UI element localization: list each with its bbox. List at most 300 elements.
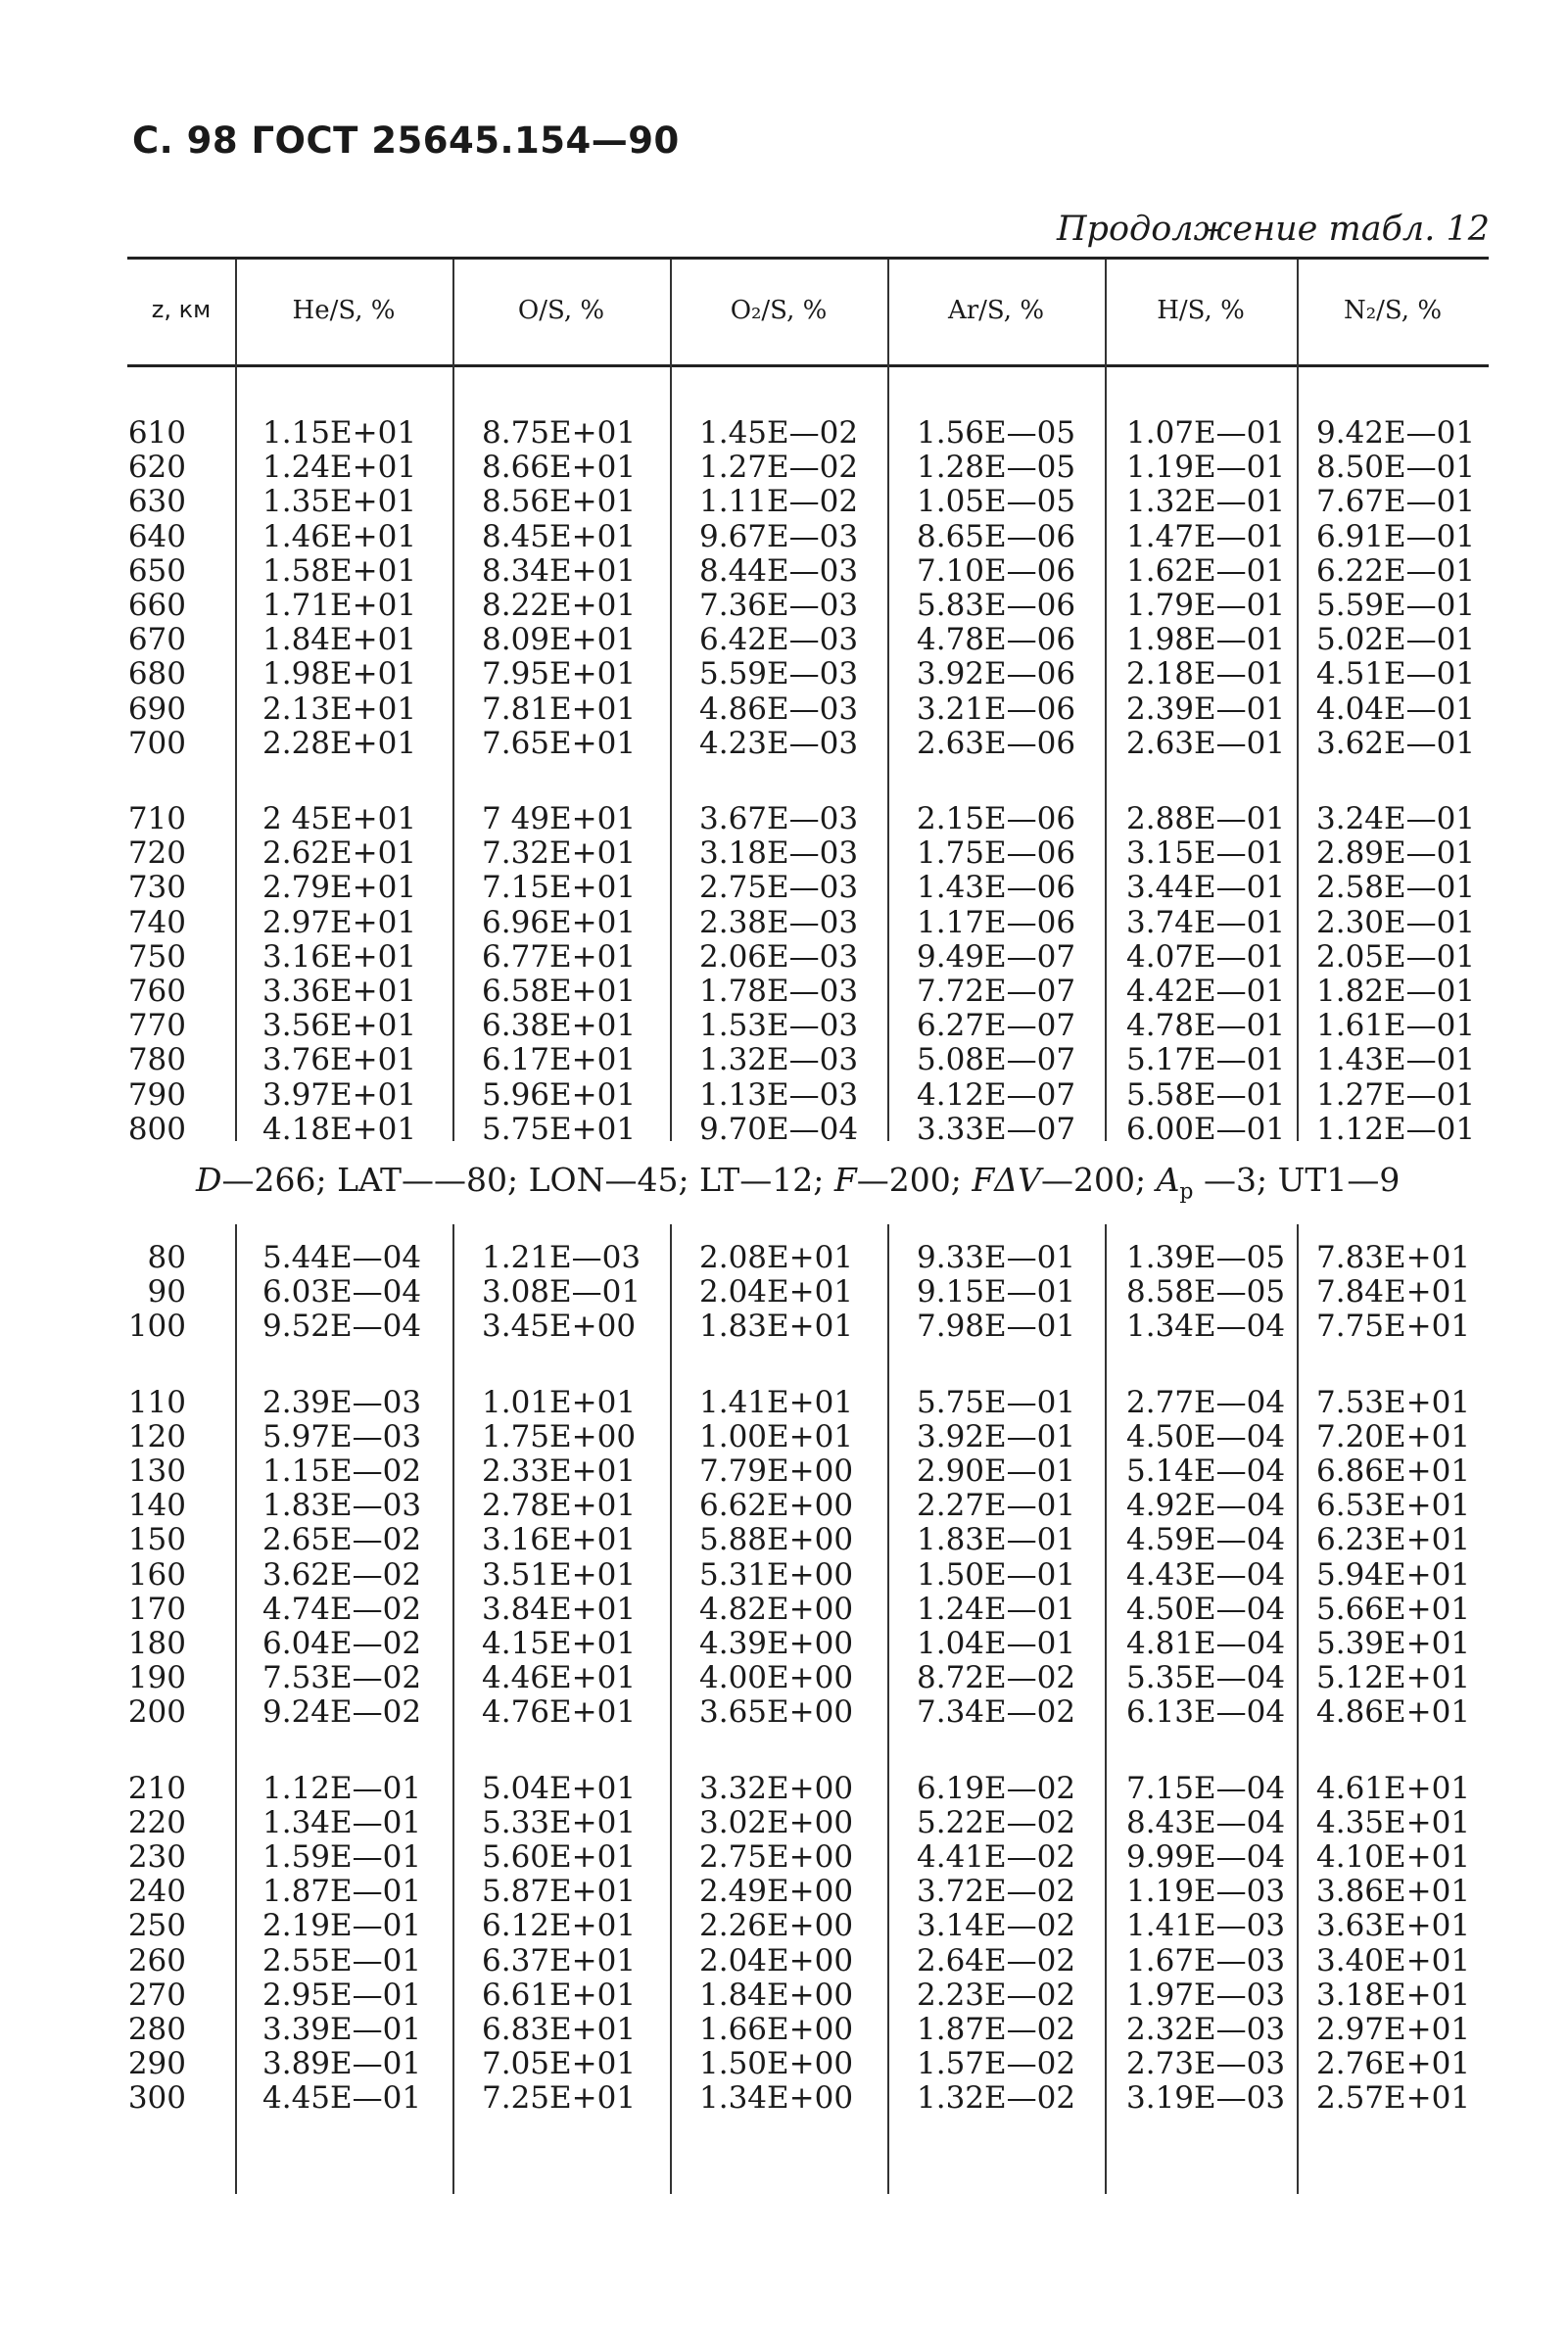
table-row bbox=[0, 1385, 1568, 1419]
value-cell: 9.24E—02 bbox=[262, 1694, 422, 1731]
value-cell: 8.45E+01 bbox=[482, 518, 637, 554]
value-cell: 2.75E+00 bbox=[699, 1839, 854, 1875]
value-cell: 3.16E+01 bbox=[482, 1522, 637, 1558]
altitude-cell: 710 bbox=[127, 801, 186, 836]
param-d-symbol: D bbox=[196, 1161, 222, 1199]
value-cell: 4.86E—03 bbox=[699, 691, 859, 727]
table-row bbox=[0, 1557, 1568, 1592]
column-header-o2: O₂/S, % bbox=[730, 296, 828, 325]
table-row bbox=[0, 2012, 1568, 2046]
value-cell: 5.96E+01 bbox=[482, 1076, 637, 1113]
value-cell: 4.42E—01 bbox=[1126, 974, 1286, 1009]
value-cell: 6.38E+01 bbox=[482, 1008, 637, 1044]
value-cell: 2.32E—03 bbox=[1126, 2012, 1286, 2047]
altitude-cell: 250 bbox=[127, 1908, 186, 1944]
value-cell: 5.04E+01 bbox=[482, 1770, 637, 1806]
value-cell: 3.33E—07 bbox=[917, 1111, 1076, 1147]
value-cell: 5.33E+01 bbox=[482, 1804, 637, 1840]
table-row bbox=[0, 1943, 1568, 1978]
value-cell: 7.81E+01 bbox=[482, 691, 637, 727]
value-cell: 5.12E+01 bbox=[1316, 1660, 1471, 1696]
value-cell: 6.96E+01 bbox=[482, 904, 637, 940]
value-cell: 1.19E—03 bbox=[1126, 1874, 1286, 1910]
value-cell: 1.79E—01 bbox=[1126, 588, 1286, 623]
value-cell: 2.88E—01 bbox=[1126, 801, 1286, 836]
value-cell: 1.17E—06 bbox=[917, 904, 1076, 940]
table-row bbox=[0, 1839, 1568, 1874]
value-cell: 7.20E+01 bbox=[1316, 1418, 1471, 1454]
altitude-cell: 720 bbox=[127, 835, 186, 872]
value-cell: 1.12E—01 bbox=[1316, 1111, 1476, 1147]
table-row bbox=[0, 691, 1568, 726]
value-cell: 1.39E—05 bbox=[1126, 1240, 1286, 1275]
value-cell: 1.78E—03 bbox=[699, 974, 859, 1009]
value-cell: 6.12E+01 bbox=[482, 1908, 637, 1944]
value-cell: 1.28E—05 bbox=[917, 450, 1076, 486]
value-cell: 4.46E+01 bbox=[482, 1660, 637, 1696]
param-a-symbol: A bbox=[1156, 1161, 1180, 1199]
table-row bbox=[0, 1592, 1568, 1626]
value-cell: 7.83E+01 bbox=[1316, 1240, 1471, 1275]
value-cell: 1.32E—01 bbox=[1126, 484, 1286, 520]
value-cell: 8.34E+01 bbox=[482, 552, 637, 589]
value-cell: 2.39E—01 bbox=[1126, 691, 1286, 727]
table-row bbox=[0, 974, 1568, 1008]
value-cell: 3.32E+00 bbox=[699, 1770, 854, 1806]
value-cell: 1.71E+01 bbox=[262, 588, 417, 623]
param-fav-symbol: FΔV bbox=[972, 1161, 1041, 1199]
value-cell: 5.22E—02 bbox=[917, 1804, 1076, 1840]
altitude-cell: 610 bbox=[127, 415, 186, 451]
column-header-he: He/S, % bbox=[292, 296, 396, 325]
table-continuation-caption: Продолжение табл. 12 bbox=[1057, 210, 1490, 249]
value-cell: 9.33E—01 bbox=[917, 1240, 1076, 1275]
altitude-cell: 100 bbox=[127, 1309, 186, 1345]
value-cell: 2.49E+00 bbox=[699, 1874, 854, 1910]
value-cell: 4.61E+01 bbox=[1316, 1770, 1471, 1806]
table-row bbox=[0, 1112, 1568, 1146]
value-cell: 4.74E—02 bbox=[262, 1591, 422, 1627]
value-cell: 2.57E+01 bbox=[1316, 2080, 1471, 2117]
altitude-cell: 660 bbox=[127, 588, 186, 623]
table-row bbox=[0, 1660, 1568, 1694]
value-cell: 1.53E—03 bbox=[699, 1008, 859, 1044]
value-cell: 7.10E—06 bbox=[917, 552, 1076, 589]
value-cell: 6.77E+01 bbox=[482, 938, 637, 975]
value-cell: 2.63E—01 bbox=[1126, 725, 1286, 761]
table-row bbox=[0, 1805, 1568, 1839]
value-cell: 2.15E—06 bbox=[917, 801, 1076, 836]
value-cell: 5.39E+01 bbox=[1316, 1626, 1471, 1661]
param-fav-text: —200; bbox=[1040, 1161, 1157, 1199]
value-cell: 6.86E+01 bbox=[1316, 1453, 1471, 1489]
altitude-cell: 180 bbox=[127, 1626, 186, 1661]
altitude-cell: 770 bbox=[127, 1008, 186, 1044]
value-cell: 7.79E+00 bbox=[699, 1453, 854, 1489]
value-cell: 4.10E+01 bbox=[1316, 1839, 1471, 1875]
value-cell: 3.21E—06 bbox=[917, 691, 1076, 727]
value-cell: 3.18E—03 bbox=[699, 835, 859, 872]
value-cell: 3.40E+01 bbox=[1316, 1942, 1471, 1978]
value-cell: 2.64E—02 bbox=[917, 1942, 1076, 1978]
value-cell: 1.34E+00 bbox=[699, 2080, 854, 2117]
value-cell: 3.24E—01 bbox=[1316, 801, 1476, 836]
value-cell: 1.50E—01 bbox=[917, 1556, 1076, 1593]
value-cell: 1.21E—03 bbox=[482, 1240, 641, 1275]
table-row bbox=[0, 1042, 1568, 1076]
value-cell: 1.62E—01 bbox=[1126, 552, 1286, 589]
value-cell: 2.97E+01 bbox=[262, 904, 417, 940]
table-row bbox=[0, 588, 1568, 622]
value-cell: 1.83E—03 bbox=[262, 1488, 422, 1524]
value-cell: 6.17E+01 bbox=[482, 1042, 637, 1078]
value-cell: 6.00E—01 bbox=[1126, 1111, 1286, 1147]
value-cell: 5.94E+01 bbox=[1316, 1556, 1471, 1593]
table-row bbox=[0, 519, 1568, 553]
table-row bbox=[0, 1522, 1568, 1556]
value-cell: 5.58E—01 bbox=[1126, 1076, 1286, 1113]
altitude-cell: 280 bbox=[127, 2012, 186, 2047]
value-cell: 1.01E+01 bbox=[482, 1384, 637, 1420]
altitude-cell: 170 bbox=[127, 1591, 186, 1627]
value-cell: 2.33E+01 bbox=[482, 1453, 637, 1489]
altitude-cell: 750 bbox=[127, 938, 186, 975]
altitude-cell: 650 bbox=[127, 552, 186, 589]
altitude-cell: 240 bbox=[127, 1874, 186, 1910]
value-cell: 7.32E+01 bbox=[482, 835, 637, 872]
value-cell: 4.78E—01 bbox=[1126, 1008, 1286, 1044]
value-cell: 1.35E+01 bbox=[262, 484, 417, 520]
value-cell: 4.15E+01 bbox=[482, 1626, 637, 1661]
value-cell: 5.17E—01 bbox=[1126, 1042, 1286, 1078]
value-cell: 5.14E—04 bbox=[1126, 1453, 1286, 1489]
value-cell: 4.76E+01 bbox=[482, 1694, 637, 1731]
table-row bbox=[0, 656, 1568, 691]
param-d-text: —266; LAT——80; LON—45; LT—12; bbox=[221, 1161, 834, 1199]
value-cell: 2.78E+01 bbox=[482, 1488, 637, 1524]
altitude-cell: 800 bbox=[127, 1111, 186, 1147]
value-cell: 8.58E—05 bbox=[1126, 1274, 1286, 1310]
value-cell: 9.70E—04 bbox=[699, 1111, 859, 1147]
value-cell: 6.22E—01 bbox=[1316, 552, 1476, 589]
table-row bbox=[0, 1240, 1568, 1274]
value-cell: 1.12E—01 bbox=[262, 1770, 422, 1806]
value-cell: 1.27E—01 bbox=[1316, 1076, 1476, 1113]
value-cell: 6.53E+01 bbox=[1316, 1488, 1471, 1524]
value-cell: 5.88E+00 bbox=[699, 1522, 854, 1558]
altitude-cell: 300 bbox=[127, 2080, 186, 2117]
value-cell: 4.92E—04 bbox=[1126, 1488, 1286, 1524]
table-row bbox=[0, 726, 1568, 760]
value-cell: 6.83E+01 bbox=[482, 2012, 637, 2047]
value-cell: 1.41E—03 bbox=[1126, 1908, 1286, 1944]
value-cell: 3.72E—02 bbox=[917, 1874, 1076, 1910]
param-a-text: —3; UT1—9 bbox=[1193, 1161, 1401, 1199]
altitude-cell: 730 bbox=[127, 870, 186, 906]
value-cell: 1.75E—06 bbox=[917, 835, 1076, 872]
value-cell: 6.62E+00 bbox=[699, 1488, 854, 1524]
value-cell: 1.19E—01 bbox=[1126, 450, 1286, 486]
value-cell: 2.05E—01 bbox=[1316, 938, 1476, 975]
value-cell: 1.45E—02 bbox=[699, 415, 859, 451]
value-cell: 8.72E—02 bbox=[917, 1660, 1076, 1696]
value-cell: 1.58E+01 bbox=[262, 552, 417, 589]
value-cell: 3.16E+01 bbox=[262, 938, 417, 975]
value-cell: 2.18E—01 bbox=[1126, 656, 1286, 692]
value-cell: 1.43E—06 bbox=[917, 870, 1076, 906]
value-cell: 5.75E+01 bbox=[482, 1111, 637, 1147]
value-cell: 6.03E—04 bbox=[262, 1274, 422, 1310]
value-cell: 5.59E—03 bbox=[699, 656, 859, 692]
value-cell: 4.12E—07 bbox=[917, 1076, 1076, 1113]
table-row bbox=[0, 1978, 1568, 2012]
value-cell: 1.34E—01 bbox=[262, 1804, 422, 1840]
value-cell: 2.28E+01 bbox=[262, 725, 417, 761]
table-row bbox=[0, 415, 1568, 450]
altitude-cell: 780 bbox=[127, 1042, 186, 1078]
value-cell: 3.63E+01 bbox=[1316, 1908, 1471, 1944]
table-row bbox=[0, 1694, 1568, 1729]
table-row bbox=[0, 553, 1568, 588]
value-cell: 2.90E—01 bbox=[917, 1453, 1076, 1489]
value-cell: 1.83E—01 bbox=[917, 1522, 1076, 1558]
value-cell: 4.59E—04 bbox=[1126, 1522, 1286, 1558]
value-cell: 6.37E+01 bbox=[482, 1942, 637, 1978]
value-cell: 1.98E—01 bbox=[1126, 622, 1286, 658]
value-cell: 2.76E+01 bbox=[1316, 2046, 1471, 2082]
value-cell: 3.19E—03 bbox=[1126, 2080, 1286, 2117]
value-cell: 9.52E—04 bbox=[262, 1309, 422, 1345]
altitude-cell: 740 bbox=[127, 904, 186, 940]
table-header-rule bbox=[127, 364, 1489, 367]
altitude-cell: 690 bbox=[127, 691, 186, 727]
table-row bbox=[0, 2046, 1568, 2080]
value-cell: 4.82E+00 bbox=[699, 1591, 854, 1627]
value-cell: 4.07E—01 bbox=[1126, 938, 1286, 975]
value-cell: 1.32E—02 bbox=[917, 2080, 1076, 2117]
value-cell: 4.18E+01 bbox=[262, 1111, 417, 1147]
value-cell: 5.75E—01 bbox=[917, 1384, 1076, 1420]
value-cell: 1.84E+00 bbox=[699, 1977, 854, 2013]
value-cell: 1.15E—02 bbox=[262, 1453, 422, 1489]
value-cell: 1.97E—03 bbox=[1126, 1977, 1286, 2013]
value-cell: 1.83E+01 bbox=[699, 1309, 854, 1345]
param-f-text: —200; bbox=[856, 1161, 973, 1199]
altitude-cell: 680 bbox=[127, 656, 186, 692]
param-a-subscript: p bbox=[1179, 1179, 1194, 1205]
value-cell: 1.34E—04 bbox=[1126, 1309, 1286, 1345]
value-cell: 1.50E+00 bbox=[699, 2046, 854, 2082]
value-cell: 3.18E+01 bbox=[1316, 1977, 1471, 2013]
value-cell: 1.56E—05 bbox=[917, 415, 1076, 451]
value-cell: 3.02E+00 bbox=[699, 1804, 854, 1840]
table-row bbox=[0, 1077, 1568, 1112]
value-cell: 4.50E—04 bbox=[1126, 1591, 1286, 1627]
value-cell: 2.26E+00 bbox=[699, 1908, 854, 1944]
value-cell: 5.97E—03 bbox=[262, 1418, 422, 1454]
value-cell: 3.51E+01 bbox=[482, 1556, 637, 1593]
value-cell: 6.61E+01 bbox=[482, 1977, 637, 2013]
value-cell: 7.67E—01 bbox=[1316, 484, 1476, 520]
table-row bbox=[0, 1274, 1568, 1309]
value-cell: 4.39E+00 bbox=[699, 1626, 854, 1661]
value-cell: 2 45E+01 bbox=[262, 801, 417, 836]
table-row bbox=[0, 1874, 1568, 1908]
altitude-cell: 160 bbox=[127, 1556, 186, 1593]
altitude-cell: 150 bbox=[127, 1522, 186, 1558]
table-row bbox=[0, 1309, 1568, 1343]
value-cell: 3.84E+01 bbox=[482, 1591, 637, 1627]
value-cell: 8.09E+01 bbox=[482, 622, 637, 658]
value-cell: 7.72E—07 bbox=[917, 974, 1076, 1009]
value-cell: 1.61E—01 bbox=[1316, 1008, 1476, 1044]
value-cell: 7.25E+01 bbox=[482, 2080, 637, 2117]
value-cell: 3.97E+01 bbox=[262, 1076, 417, 1113]
value-cell: 3.65E+00 bbox=[699, 1694, 854, 1731]
table-row bbox=[0, 1626, 1568, 1660]
value-cell: 4.23E—03 bbox=[699, 725, 859, 761]
value-cell: 1.15E+01 bbox=[262, 415, 417, 451]
value-cell: 4.86E+01 bbox=[1316, 1694, 1471, 1731]
value-cell: 3.92E—01 bbox=[917, 1418, 1076, 1454]
table-row bbox=[0, 1908, 1568, 1942]
altitude-cell: 210 bbox=[127, 1770, 186, 1806]
value-cell: 5.59E—01 bbox=[1316, 588, 1476, 623]
value-cell: 3.45E+00 bbox=[482, 1309, 637, 1345]
value-cell: 4.81E—04 bbox=[1126, 1626, 1286, 1661]
page-title: С. 98 ГОСТ 25645.154—90 bbox=[132, 119, 680, 162]
altitude-cell: 260 bbox=[127, 1942, 186, 1978]
value-cell: 1.82E—01 bbox=[1316, 974, 1476, 1009]
value-cell: 1.87E—02 bbox=[917, 2012, 1076, 2047]
value-cell: 5.35E—04 bbox=[1126, 1660, 1286, 1696]
value-cell: 8.75E+01 bbox=[482, 415, 637, 451]
value-cell: 7.34E—02 bbox=[917, 1694, 1076, 1731]
value-cell: 6.04E—02 bbox=[262, 1626, 422, 1661]
value-cell: 3.89E—01 bbox=[262, 2046, 422, 2082]
value-cell: 4.41E—02 bbox=[917, 1839, 1076, 1875]
value-cell: 1.32E—03 bbox=[699, 1042, 859, 1078]
value-cell: 2.55E—01 bbox=[262, 1942, 422, 1978]
value-cell: 1.41E+01 bbox=[699, 1384, 854, 1420]
value-cell: 9.67E—03 bbox=[699, 518, 859, 554]
value-cell: 7.05E+01 bbox=[482, 2046, 637, 2082]
altitude-cell: 620 bbox=[127, 450, 186, 486]
value-cell: 4.78E—06 bbox=[917, 622, 1076, 658]
altitude-cell: 270 bbox=[127, 1977, 186, 2013]
altitude-cell: 120 bbox=[127, 1418, 186, 1454]
altitude-cell: 90 bbox=[147, 1274, 186, 1310]
value-cell: 2.13E+01 bbox=[262, 691, 417, 727]
value-cell: 3.76E+01 bbox=[262, 1042, 417, 1078]
value-cell: 8.66E+01 bbox=[482, 450, 637, 486]
value-cell: 1.05E—05 bbox=[917, 484, 1076, 520]
value-cell: 5.66E+01 bbox=[1316, 1591, 1471, 1627]
altitude-cell: 190 bbox=[127, 1660, 186, 1696]
altitude-cell: 760 bbox=[127, 974, 186, 1009]
value-cell: 1.66E+00 bbox=[699, 2012, 854, 2047]
value-cell: 6.19E—02 bbox=[917, 1770, 1076, 1806]
value-cell: 1.84E+01 bbox=[262, 622, 417, 658]
value-cell: 2.23E—02 bbox=[917, 1977, 1076, 2013]
altitude-cell: 290 bbox=[127, 2046, 186, 2082]
value-cell: 3.67E—03 bbox=[699, 801, 859, 836]
value-cell: 4.04E—01 bbox=[1316, 691, 1476, 727]
table-row bbox=[0, 450, 1568, 484]
altitude-cell: 80 bbox=[147, 1240, 186, 1275]
value-cell: 2.89E—01 bbox=[1316, 835, 1476, 872]
value-cell: 6.58E+01 bbox=[482, 974, 637, 1009]
value-cell: 4.00E+00 bbox=[699, 1660, 854, 1696]
value-cell: 4.35E+01 bbox=[1316, 1804, 1471, 1840]
table-row bbox=[0, 835, 1568, 870]
value-cell: 3.15E—01 bbox=[1126, 835, 1286, 872]
value-cell: 1.11E—02 bbox=[699, 484, 859, 520]
value-cell: 4.43E—04 bbox=[1126, 1556, 1286, 1593]
column-header-ar: Ar/S, % bbox=[947, 296, 1045, 325]
value-cell: 2.77E—04 bbox=[1126, 1384, 1286, 1420]
value-cell: 2.04E+01 bbox=[699, 1274, 854, 1310]
value-cell: 7.53E—02 bbox=[262, 1660, 422, 1696]
value-cell: 5.08E—07 bbox=[917, 1042, 1076, 1078]
value-cell: 2.58E—01 bbox=[1316, 870, 1476, 906]
table-top-rule bbox=[127, 257, 1489, 260]
value-cell: 9.15E—01 bbox=[917, 1274, 1076, 1310]
value-cell: 4.51E—01 bbox=[1316, 656, 1476, 692]
table-row bbox=[0, 1453, 1568, 1488]
value-cell: 2.73E—03 bbox=[1126, 2046, 1286, 2082]
table-row bbox=[0, 2080, 1568, 2115]
column-header-o: O/S, % bbox=[517, 296, 605, 325]
value-cell: 3.62E—02 bbox=[262, 1556, 422, 1593]
value-cell: 4.45E—01 bbox=[262, 2080, 422, 2117]
altitude-cell: 790 bbox=[127, 1076, 186, 1113]
table-row bbox=[0, 1488, 1568, 1522]
value-cell: 2.75E—03 bbox=[699, 870, 859, 906]
table-row bbox=[0, 801, 1568, 835]
value-cell: 1.27E—02 bbox=[699, 450, 859, 486]
table-row bbox=[0, 1008, 1568, 1042]
value-cell: 2.65E—02 bbox=[262, 1522, 422, 1558]
altitude-cell: 670 bbox=[127, 622, 186, 658]
table-row bbox=[0, 870, 1568, 904]
value-cell: 7.84E+01 bbox=[1316, 1274, 1471, 1310]
table-row bbox=[0, 905, 1568, 939]
value-cell: 8.43E—04 bbox=[1126, 1804, 1286, 1840]
value-cell: 9.49E—07 bbox=[917, 938, 1076, 975]
value-cell: 3.74E—01 bbox=[1126, 904, 1286, 940]
altitude-cell: 200 bbox=[127, 1694, 186, 1731]
value-cell: 5.87E+01 bbox=[482, 1874, 637, 1910]
value-cell: 1.13E—03 bbox=[699, 1076, 859, 1113]
value-cell: 6.23E+01 bbox=[1316, 1522, 1471, 1558]
altitude-cell: 130 bbox=[127, 1453, 186, 1489]
value-cell: 5.60E+01 bbox=[482, 1839, 637, 1875]
value-cell: 1.07E—01 bbox=[1126, 415, 1286, 451]
value-cell: 2.97E+01 bbox=[1316, 2012, 1471, 2047]
param-f-symbol: F bbox=[833, 1161, 857, 1199]
value-cell: 9.99E—04 bbox=[1126, 1839, 1286, 1875]
value-cell: 2.79E+01 bbox=[262, 870, 417, 906]
value-cell: 2.63E—06 bbox=[917, 725, 1076, 761]
altitude-cell: 140 bbox=[127, 1488, 186, 1524]
altitude-cell: 230 bbox=[127, 1839, 186, 1875]
value-cell: 7.65E+01 bbox=[482, 725, 637, 761]
value-cell: 7.15E—04 bbox=[1126, 1770, 1286, 1806]
parameters-line bbox=[196, 1161, 1400, 1205]
value-cell: 2.95E—01 bbox=[262, 1977, 422, 2013]
value-cell: 5.02E—01 bbox=[1316, 622, 1476, 658]
